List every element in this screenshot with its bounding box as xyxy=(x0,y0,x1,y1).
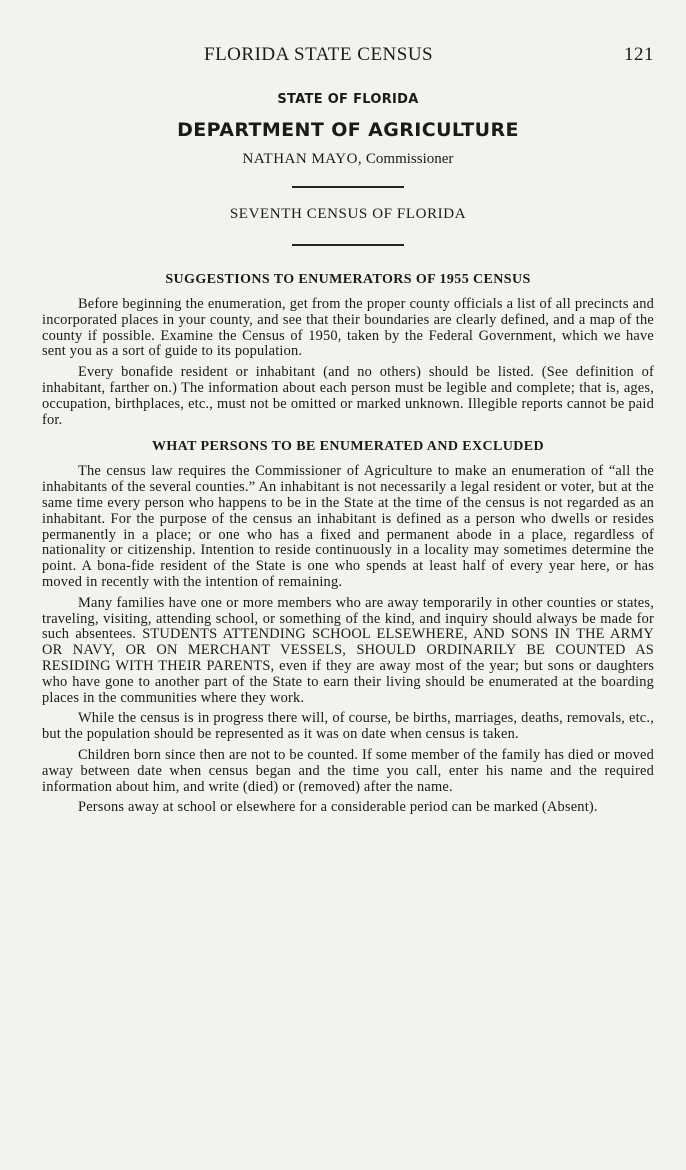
paragraph: Many families have one or more members who are away temporarily in other counties or states, traveling, visiting, attending school, or something of the kind, and inquiry should always be made for such absentees. STUDENTS ATTENDING SCHOOL ELSEWHERE, AND SONS IN THE ARMY OR NAVY, OR ON MERCHANT VESSELS, SHOULD ORDINARILY BE COUNTED AS RESIDING WITH THEIR PARENTS, even if they are away most of the year; but sons or daughters who have gone to another part of the State to earn their living should be enumerated at the boarding places in the communities where they work. xyxy=(42,594,654,706)
department-heading: DEPARTMENT OF AGRICULTURE xyxy=(177,119,519,141)
divider-rule xyxy=(292,244,404,246)
commissioner-line xyxy=(42,151,654,168)
section-persons-body xyxy=(42,464,654,816)
divider-rule xyxy=(292,186,404,188)
paragraph: The census law requires the Commissioner of Agriculture to make an enumeration of “all the inhabitants of the several counties.” An inhabitant is not necessarily a legal resident or voter, but at the same time every person who happens to be in the State at the time of the census is not regarded as an inhabitant. For the purpose of the census an inhabitant is defined as a person who dwells or resides permanently in a place; or one who has a fixed and permanent abode in a place, regardless of nationality or citizenship. Intention to reside continuously in a locality may sometimes determine the point. A bona-fide resident of the State is one who spends at least half of every year here, or has moved in recently with the intention of remaining. xyxy=(42,463,654,590)
section-suggestions-body xyxy=(42,297,654,428)
running-head xyxy=(42,40,654,70)
document-page xyxy=(42,40,654,816)
paragraph: Persons away at school or elsewhere for a considerable period can be marked (Absent). xyxy=(78,799,598,816)
paragraph: Before beginning the enumeration, get from the proper county officials a list of all precincts and incorporated places in your county, and see that their boundaries are clearly defined, and a map of the county if possible. Examine the Census of 1950, taken by the Federal Government, which we have sent you as a sort of guide to its population. xyxy=(42,296,654,360)
running-head-title: FLORIDA STATE CENSUS xyxy=(204,44,434,65)
section-heading-suggestions: SUGGESTIONS TO ENUMERATORS OF 1955 CENSUS xyxy=(165,272,531,287)
commissioner-title: Commissioner xyxy=(365,151,454,167)
page-number: 121 xyxy=(624,44,654,65)
commissioner-name: NATHAN MAYO, xyxy=(242,151,363,167)
paragraph: While the census is in progress there will, of course, be births, marriages, deaths, removals, etc., but the population should be represented as it was on date when census is taken. xyxy=(42,710,654,743)
paragraph: Children born since then are not to be counted. If some member of the family has died or moved away between date when census began and the time you call, enter his name and the required information about him, and write (died) or (removed) after the name. xyxy=(42,746,654,795)
state-heading: STATE OF FLORIDA xyxy=(277,92,419,107)
paragraph: Every bonafide resident or inhabitant (and no others) should be listed. (See definition of inhabitant, farther on.) The information about each person must be legible and complete; that is, ages, occupation, birthplaces, etc., must not be omitted or marked unknown. Illegible reports cannot be paid for. xyxy=(42,364,654,428)
census-title: SEVENTH CENSUS OF FLORIDA xyxy=(229,206,467,222)
section-heading-persons: WHAT PERSONS TO BE ENUMERATED AND EXCLUDED xyxy=(151,439,545,455)
